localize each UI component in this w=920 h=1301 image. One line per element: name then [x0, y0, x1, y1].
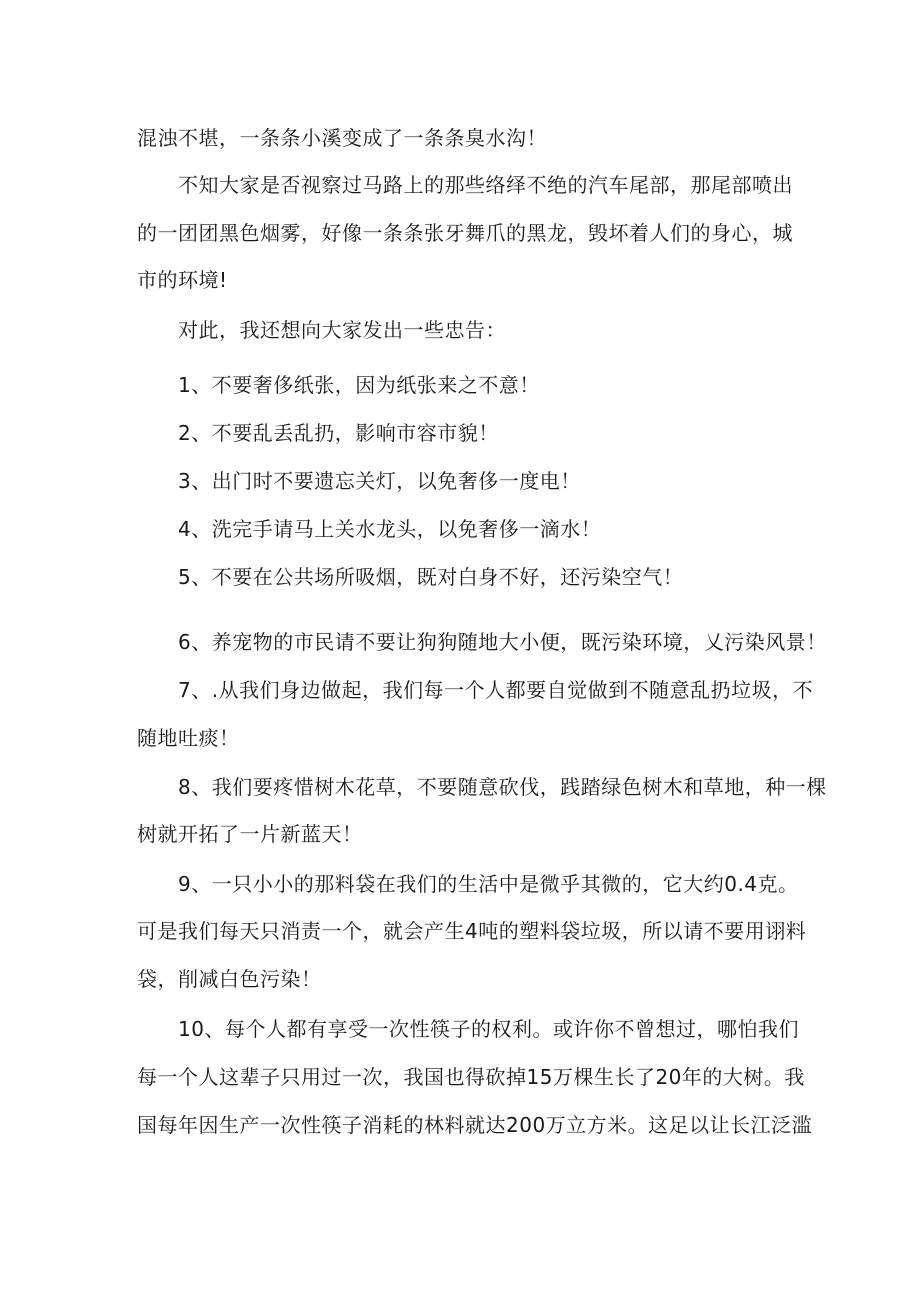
- list-item: 6、养宠物的市民请不要让狗狗随地大小便，既污染环境，乂污染风景！: [178, 630, 827, 654]
- paragraph-line: 对此，我还想向大家发出一些忠告：: [178, 318, 506, 342]
- paragraph-line: 每一个人这辈子只用过一次，我国也得砍掉15万棵生长了20年的大树。我: [137, 1065, 805, 1089]
- list-item: 5、不要在公共场所吸烟，既对白身不好，还污染空气！: [178, 565, 684, 589]
- paragraph-line: 混浊不堪，一条条小溪变成了一条条臭水沟！: [137, 126, 547, 150]
- list-item: 2、不要乱丢乱扔，影响市容市貌！: [178, 421, 499, 445]
- paragraph-line: 可是我们每天只消责一个，就会产生4吨的塑料袋垃圾，所以请不要用诩料: [137, 919, 807, 943]
- list-item: 4、洗完手请马上关水龙头，以免奢侈一滴水！: [178, 517, 602, 541]
- paragraph-line: 的一团团黑色烟雾，好像一条条张牙舞爪的黑龙，毁坏着人们的身心，城: [137, 221, 793, 245]
- paragraph-line: 树就开拓了一片新蓝天！: [137, 822, 363, 846]
- list-item: 9、一只小小的那料袋在我们的生活中是微乎其微的，它大约0.4克。: [178, 872, 799, 896]
- paragraph-line: 随地吐痰！: [137, 726, 240, 750]
- paragraph-line: 不知大家是否视察过马路上的那些络绎不绝的汽车尾部，那尾部喷出: [178, 173, 793, 197]
- list-item: 1、不要奢侈纸张，因为纸张来之不意！: [178, 373, 540, 397]
- list-item: 8、我们要疼惜树木花草，不要随意砍伐，践踏绿色树木和草地，种一棵: [178, 775, 827, 799]
- paragraph-line: 袋，削减白色污染！: [137, 967, 322, 991]
- list-item: 10、每个人都有享受一次性筷子的权利。或许你不曾想过，哪怕我们: [178, 1017, 799, 1041]
- list-item: 3、出门时不要遗忘关灯，以免奢侈一度电！: [178, 469, 581, 493]
- paragraph-line: 市的环境!: [137, 268, 228, 292]
- paragraph-line: 国每年因生产一次性筷子消耗的林料就达200万立方米。这足以让长江泛滥: [137, 1113, 813, 1137]
- list-item: 7、.从我们身边做起，我们每一个人都要自觉做到不随意乱扔垃圾，不: [178, 678, 814, 702]
